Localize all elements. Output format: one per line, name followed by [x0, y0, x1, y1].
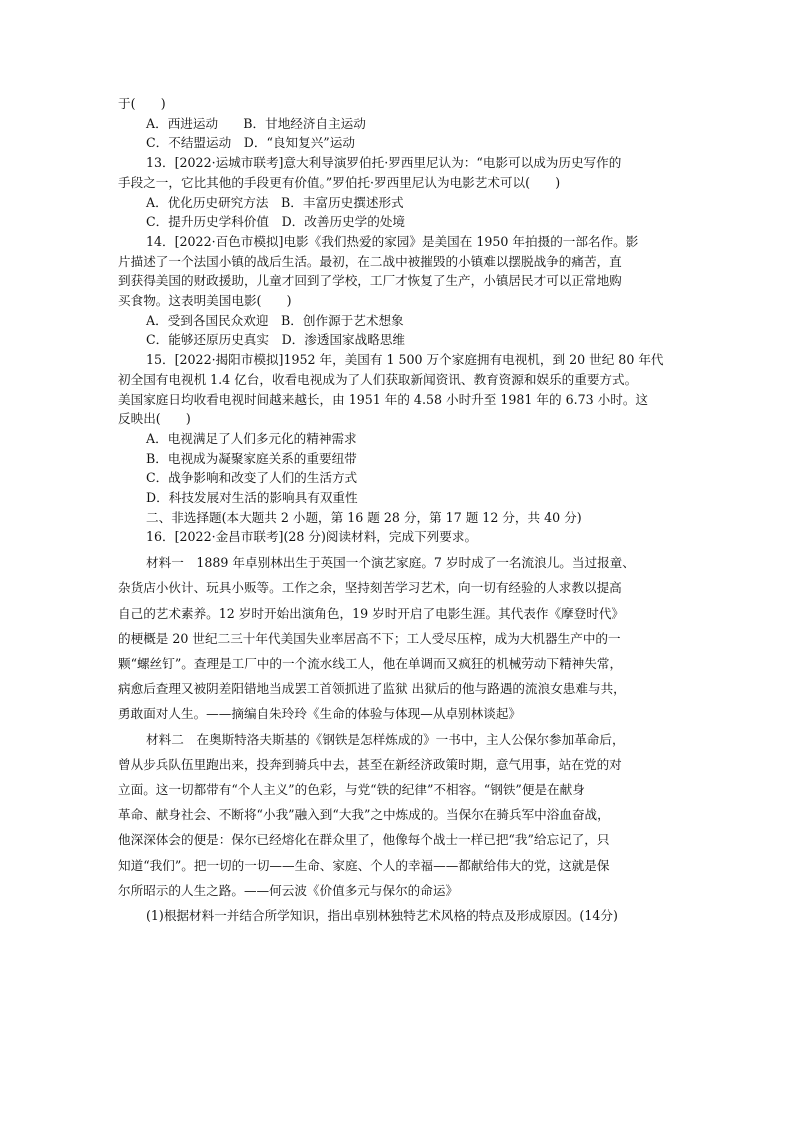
exam-page: [118, 94, 678, 926]
q15-option-a: A．电视满足了人们多元化的精神需求: [146, 430, 357, 446]
q15-stem-cont: 反映出( ): [118, 411, 191, 427]
q15-stem-cont: 美国家庭日均收看电视时间越来越长，由 1951 年的 4.58 小时升至 1981 年的 6.73 小时。这: [118, 391, 649, 407]
q14-stem-cont: 到获得美国的财政援助，儿童才回到了学校，工厂才恢复了生产，小镇居民才可以正常地购: [118, 273, 622, 289]
material-line: 他深深体会的便是：保尔已经熔化在群众里了，他像每个战士一样已把“我”给忘记了，只: [118, 832, 610, 848]
material-line: 革命、献身社会、不断将“小我”融入到“大我”之中炼成的。当保尔在骑兵军中浴血奋战，: [118, 807, 610, 823]
section-heading: 二、非选择题(本大题共 2 小题，第 16 题 28 分，第 17 题 12 分，共 40 分): [146, 509, 582, 525]
material-line: 自己的艺术素养。12 岁时开始出演角色，19 岁时开启了电影生涯。其代表作《摩登时代》: [118, 605, 625, 621]
q12-option-line: C．不结盟运动 D．“良知复兴”运动: [146, 135, 355, 151]
material-line: 立面。这一切都带有“个人主义”的色彩，与党“铁的纪律”不相容。“钢铁”便是在献身: [118, 782, 585, 797]
material-line: 杂货店小伙计、玩具小贩等。工作之余，坚持刻苦学习艺术，向一切有经验的人求教以提高: [118, 580, 622, 596]
q12-stem-tail: 于( ): [118, 96, 166, 111]
q15-option-b: B．电视成为凝聚家庭关系的重要纽带: [146, 450, 357, 466]
material-line: 材料一 1889 年卓别林出生于英国一个演艺家庭。7 岁时成了一名流浪儿。当过报童、: [146, 555, 635, 571]
material-line: 知道“我们”。把一切的一切——生命、家庭、个人的幸福——都献给伟大的党，这就是保: [118, 857, 610, 873]
q14-option-line: A．受到各国民众欢迎 B．创作源于艺术想象: [146, 312, 404, 328]
material-line: 颗“螺丝钉”。查理是工厂中的一个流水线工人，他在单调而又疯狂的机械劳动下精神失常，: [118, 655, 623, 671]
q15-stem-cont: 初全国有电视机 1.4 亿台，收看电视成为了人们获取新闻资讯、教育资源和娱乐的重要方式。: [118, 371, 638, 387]
q14-option-line: C．能够还原历史真实 D．渗透国家战略思维: [146, 332, 406, 348]
q16-subquestion-1: (1)根据材料一并结合所学知识，指出卓别林独特艺术风格的特点及形成原因。(14分): [146, 908, 618, 924]
q16-stem: 16．[2022·金昌市联考](28 分)阅读材料，完成下列要求。: [146, 529, 478, 545]
material-line: 曾从步兵队伍里跑出来，投奔到骑兵中去，甚至在新经济政策时期，意气用事，站在党的对: [118, 756, 622, 772]
material-line: 病愈后查理又被阴差阳错地当成罢工首领抓进了监狱 出狱后的他与路遇的流浪女患难与共，: [118, 681, 626, 697]
q14-stem-cont: 买食物。这表明美国电影( ): [118, 293, 292, 309]
q14-stem: 14．[2022·百色市模拟]电影《我们热爱的家园》是美国在 1950 年拍摄的一部名作。影: [146, 233, 639, 249]
q13-stem-cont: 手段之一，它比其他的手段更有价值。”罗伯托·罗西里尼认为电影艺术可以( ): [118, 174, 561, 190]
material-line: 的梗概是 20 世纪二三十年代美国失业率居高不下；工人受尽压榨，成为大机器生产中的一: [118, 630, 621, 646]
q16-material-1: [118, 550, 678, 726]
material-line: 材料二 在奥斯特洛夫斯基的《钢铁是怎样炼成的》一书中，主人公保尔参加革命后，: [146, 731, 625, 747]
material-line: 勇敢面对人生。——摘编自朱玲玲《生命的体验与体现—从卓别林谈起》: [118, 706, 521, 722]
q16-material-2: [118, 727, 678, 903]
q15-option-d: D．科技发展对生活的影响具有双重性: [146, 490, 358, 506]
q12-option-line: A．西进运动 B．甘地经济自主运动: [146, 115, 366, 131]
q13-option-line: C．提升历史学科价值 D．改善历史学的处境: [146, 214, 406, 230]
q13-option-line: A．优化历史研究方法 B．丰富历史撰述形式: [146, 194, 404, 210]
q14-stem-cont: 片描述了一个法国小镇的战后生活。最初，在二战中被摧毁的小镇难以摆脱战争的痛苦，直: [118, 253, 622, 269]
material-line: 尔所昭示的人生之路。——何云波《价值多元与保尔的命运》: [118, 882, 459, 898]
q13-stem: 13．[2022·运城市联考]意大利导演罗伯托·罗西里尼认为：“电影可以成为历史写作的: [146, 155, 622, 171]
q15-option-c: C．战争影响和改变了人们的生活方式: [146, 470, 358, 486]
q15-stem: 15．[2022·揭阳市模拟]1952 年，美国有 1 500 万个家庭拥有电视机，到 20 世纪 80 年代: [146, 352, 664, 368]
